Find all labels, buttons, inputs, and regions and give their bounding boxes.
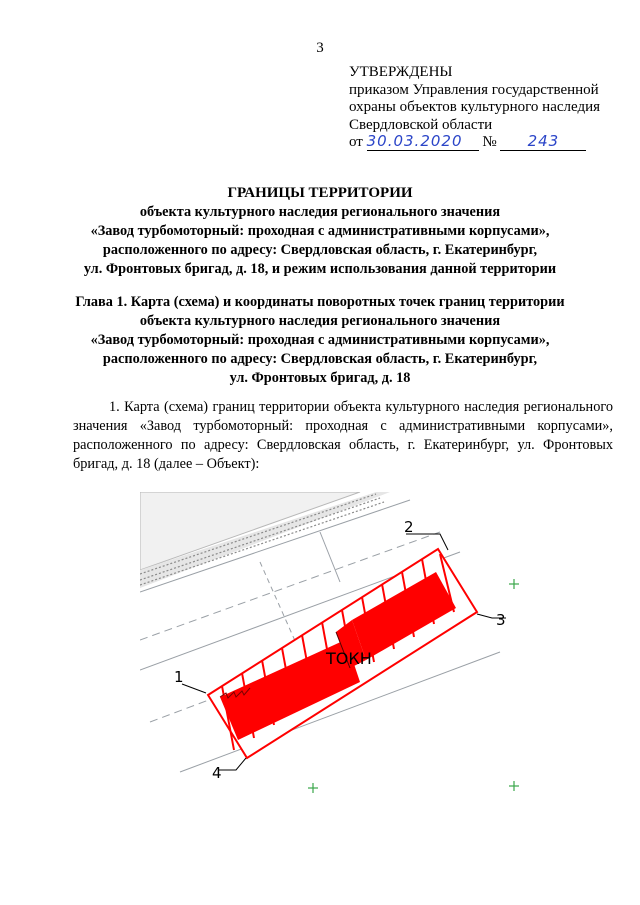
chapter-heading: [40, 293, 600, 388]
chapter-line-2: объекта культурного наследия регионального значения: [139, 313, 501, 329]
point-label-4: 4: [212, 764, 222, 782]
approval-block: [349, 64, 629, 152]
approval-date-line: [349, 134, 629, 152]
point-label-2: 2: [404, 518, 414, 536]
chapter-line-4: расположенного по адресу: Свердловская область, г. Екатеринбург,: [102, 351, 538, 367]
approval-line-2: охраны объектов культурного наследия: [349, 99, 601, 115]
title-line-3: «Завод турбомоторный: проходная с административными корпусами»,: [90, 223, 550, 239]
chapter-line-3: «Завод турбомоторный: проходная с административными корпусами»,: [90, 332, 550, 348]
title-line-5: ул. Фронтовых бригад, д. 18, и режим использования данной территории: [83, 261, 557, 277]
title-line-2: объекта культурного наследия регионального значения: [139, 204, 501, 220]
chapter-line-5: ул. Фронтовых бригад, д. 18: [229, 370, 411, 386]
number-prefix: №: [482, 134, 497, 150]
paragraph-1: 1. Карта (схема) границ территории объекта культурного наследия регионального значения «Завод турбомоторный: проходная с административными корпусами», расположенного по адресу: Свердловская область, г. Екатеринбург, ул. Фронтовых бригад, д. 18 (далее – Объект):: [73, 399, 613, 472]
date-value: 30.03.2020: [366, 132, 463, 150]
date-prefix: от: [349, 134, 363, 150]
approval-heading: УТВЕРЖДЕНЫ: [349, 64, 453, 80]
title-line-4: расположенного по адресу: Свердловская область, г. Екатеринбург,: [102, 242, 538, 258]
document-title: [40, 184, 600, 279]
point-label-3: 3: [496, 611, 506, 629]
page-number: 3: [316, 40, 324, 56]
chapter-line-1: Глава 1. Карта (схема) и координаты поворотных точек границ территории: [75, 294, 565, 310]
date-field: [367, 134, 479, 151]
territory-map: [140, 492, 540, 822]
title-line-1: ГРАНИЦЫ ТЕРРИТОРИИ: [227, 185, 413, 201]
number-field: [500, 134, 586, 151]
point-label-1: 1: [174, 668, 184, 686]
approval-line-1: приказом Управления государственной: [349, 81, 599, 98]
territory-label: ТОКН: [326, 649, 372, 668]
approval-line-3: Свердловской области: [349, 116, 493, 133]
number-value: 243: [527, 132, 560, 150]
